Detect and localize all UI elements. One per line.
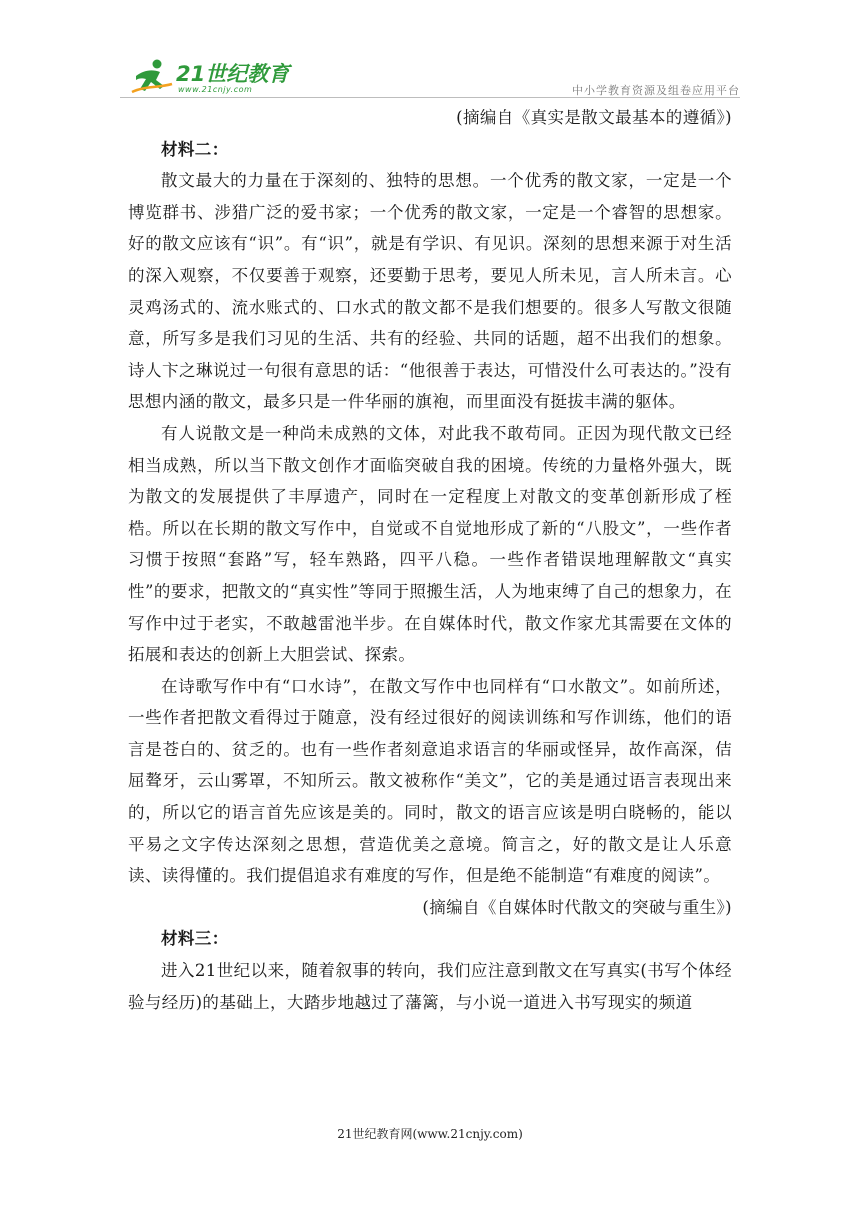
source-citation-1: (摘编自《真实是散文最基本的遵循》) bbox=[456, 108, 732, 127]
paragraph: 散文最大的力量在于深刻的、独特的思想。一个优秀的散文家，一定是一个博览群书、涉猎广泛的爱书家；一个优秀的散文家，一定是一个睿智的思想家。好的散文应该有“识”。有“识”，就是有学识、有见识。深刻的思想来源于对生活的深入观察，不仅要善于观察，还要勤于思考，要见人所未见，言人所未言。心灵鸡汤式的、流水账式的、口水式的散文都不是我们想要的。很多人写散文很随意，所写多是我们习见的生活、共有的经验、共同的话题，超不出我们的想象。诗人卞之琳说过一句很有意思的话：“他很善于表达，可惜没什么可表达的。”没有思想内涵的散文，最多只是一件华丽的旗袍，而里面没有挺拔丰满的躯体。 bbox=[128, 171, 732, 412]
paragraph: 在诗歌写作中有“口水诗”，在散文写作中也同样有“口水散文”。如前所述，一些作者把散文看得过于随意，没有经过很好的阅读训练和写作训练，他们的语言是苍白的、贫乏的。也有一些作者刻意追求语言的华丽或怪异，故作高深，佶屈聱牙，云山雾罩，不知所云。散文被称作“美文”，它的美是通过语言表现出来的，所以它的语言首先应该是美的。同时，散文的语言应该是明白晓畅的，能以平易之文字传达深刻之思想，营造优美之意境。简言之，好的散文是让人乐意读、读得懂的。我们提倡追求有难度的写作，但是绝不能制造“有难度的阅读”。 bbox=[128, 676, 732, 886]
section-heading-3: 材料三： bbox=[161, 929, 229, 949]
paragraph: 进入21世纪以来，随着叙事的转向，我们应注意到散文在写真实(书写个体经验与经历)的基础上，大踏步地越过了藩篱，与小说一道进入书写现实的频道 bbox=[128, 961, 732, 1012]
header-tagline: 中小学教育资源及组卷应用平台 bbox=[572, 84, 740, 97]
header-divider bbox=[120, 97, 740, 98]
site-logo[interactable] bbox=[130, 58, 300, 98]
section-heading-2: 材料二： bbox=[161, 139, 229, 159]
paragraph: 有人说散文是一种尚未成熟的文体，对此我不敢苟同。正因为现代散文已经相当成熟，所以当下散文创作才面临突破自我的困境。传统的力量格外强大，既为散文的发展提供了丰厚遗产，同时在一定程度上对散文的变革创新形成了桎梏。所以在长期的散文写作中，自觉或不自觉地形成了新的“八股文”，一些作者习惯于按照“套路”写，轻车熟路，四平八稳。一些作者错误地理解散文“真实性”的要求，把散文的“真实性”等同于照搬生活，人为地束缚了自己的想象力，在写作中过于老实，不敢越雷池半步。在自媒体时代，散文作家尤其需要在文体的拓展和表达的创新上大胆尝试、探索。 bbox=[128, 423, 732, 665]
page-footer: 21世纪教育网(www.21cnjy.com) bbox=[337, 1127, 523, 1141]
running-figure-icon bbox=[130, 58, 174, 96]
logo-url: www.21cnjy.com bbox=[178, 85, 253, 94]
page-header bbox=[120, 52, 740, 98]
logo-text: 21世纪教育 bbox=[176, 62, 290, 86]
source-citation-2: (摘编自《自媒体时代散文的突破与重生》) bbox=[422, 897, 732, 917]
document-body bbox=[128, 102, 732, 1018]
